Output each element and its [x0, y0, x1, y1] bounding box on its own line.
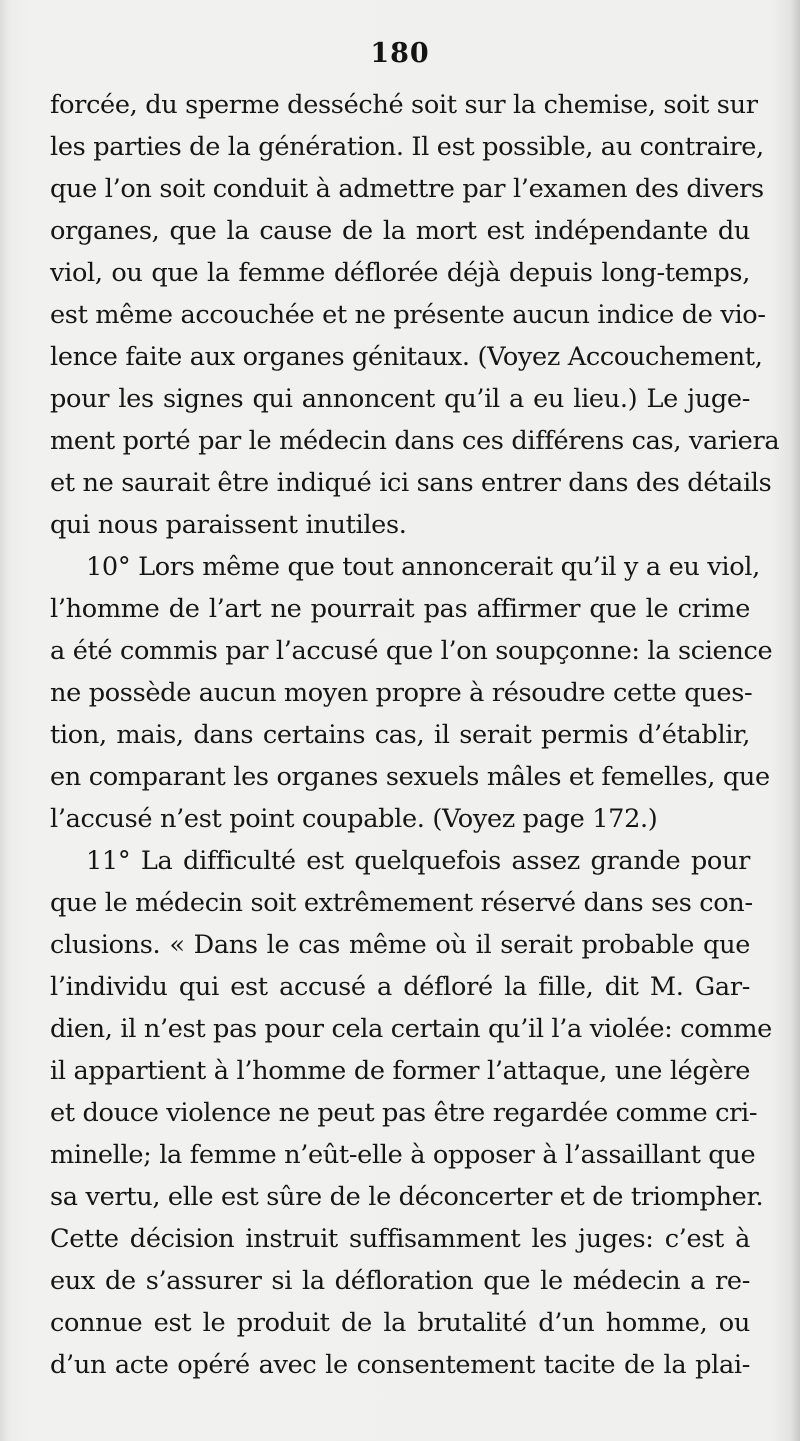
- text-line: que le médecin soit extrêmement réservé dans ses con-: [50, 888, 753, 918]
- text-line: eux de s’assurer si la défloration que le médecin a re-: [50, 1266, 750, 1296]
- text-line: sa vertu, elle est sûre de le déconcerter et de triompher.: [50, 1182, 764, 1212]
- text-line: que l’on soit conduit à admettre par l’examen des divers: [50, 174, 764, 204]
- text-line: lence faite aux organes génitaux. (Voyez Accouchement,: [50, 342, 763, 372]
- text-line: l’individu qui est accusé a défloré la fille, dit M. Gar-: [50, 972, 750, 1002]
- text-line: et ne saurait être indiqué ici sans entrer dans des détails: [50, 468, 772, 498]
- text-line: qui nous paraissent inutiles.: [50, 510, 407, 540]
- text-line: l’homme de l’art ne pourrait pas affirmer que le crime: [50, 594, 750, 624]
- text-line: clusions. « Dans le cas même où il serait probable que: [50, 930, 750, 960]
- text-line: 10° Lors même que tout annoncerait qu’il y a eu viol,: [86, 552, 760, 582]
- text-line: il appartient à l’homme de former l’attaque, une légère: [50, 1056, 750, 1086]
- text-line: Cette décision instruit suffisamment les juges: c’est à: [50, 1224, 750, 1254]
- text-line: minelle; la femme n’eût-elle à opposer à l’assaillant que: [50, 1140, 756, 1170]
- text-line: et douce violence ne peut pas être regardée comme cri-: [50, 1098, 758, 1128]
- text-line: organes, que la cause de la mort est indépendante du: [50, 216, 750, 246]
- text-line: 11° La difficulté est quelquefois assez grande pour: [86, 846, 750, 876]
- body-text: [50, 84, 780, 1386]
- text-line: en comparant les organes sexuels mâles et femelles, que: [50, 762, 770, 792]
- page-number: 180: [370, 38, 430, 69]
- text-line: a été commis par l’accusé que l’on soupçonne: la science: [50, 636, 773, 666]
- text-line: dien, il n’est pas pour cela certain qu’il l’a violée: comme: [50, 1014, 772, 1044]
- text-line: est même accouchée et ne présente aucun indice de vio-: [50, 300, 766, 330]
- text-line: connue est le produit de la brutalité d’un homme, ou: [50, 1308, 750, 1338]
- text-line: forcée, du sperme desséché soit sur la chemise, soit sur: [50, 90, 758, 120]
- text-line: viol, ou que la femme déflorée déjà depuis long-temps,: [50, 258, 750, 288]
- text-line: ne possède aucun moyen propre à résoudre cette ques-: [50, 678, 753, 708]
- text-line: l’accusé n’est point coupable. (Voyez page 172.): [50, 804, 658, 834]
- text-line: tion, mais, dans certains cas, il serait permis d’établir,: [50, 720, 750, 750]
- text-line: pour les signes qui annoncent qu’il a eu lieu.) Le juge-: [50, 384, 750, 414]
- text-line: d’un acte opéré avec le consentement tacite de la plai-: [50, 1350, 750, 1380]
- text-line: ment porté par le médecin dans ces différens cas, variera: [50, 426, 780, 456]
- text-line: les parties de la génération. Il est possible, au contraire,: [50, 132, 764, 162]
